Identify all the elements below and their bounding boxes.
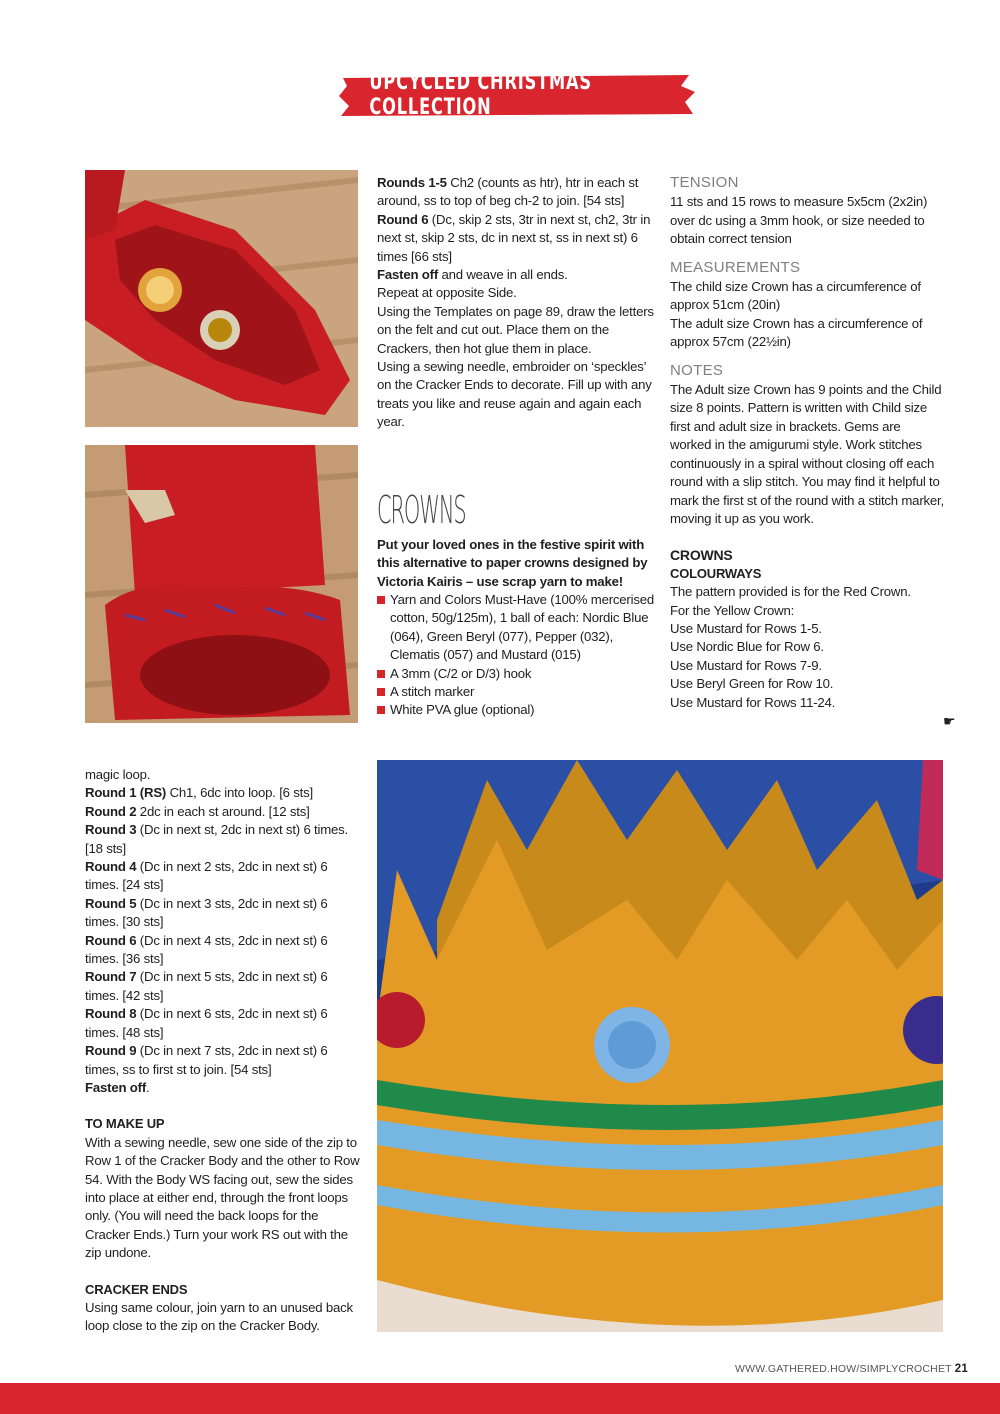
cracker-body-photo	[85, 170, 358, 427]
left-column-text	[85, 766, 360, 1336]
list-item: White PVA glue (optional)	[377, 701, 662, 719]
instruction-text: Repeat at opposite Side.	[377, 285, 517, 301]
crowns-intro: Put your loved ones in the festive spirit with this alternative to paper crowns designed by Victoria Kairis – use scrap yarn to make!	[377, 536, 648, 589]
round-text: and weave in all ends.	[438, 267, 568, 283]
round-label: Rounds 1-5	[377, 175, 447, 190]
round-text: Ch1, 6dc into loop. [6 sts]	[166, 785, 313, 801]
round-label: Round 8	[85, 1006, 137, 1022]
instruction-text: Using the Templates on page 89, draw the letters on the felt and cut out. Place them on the Crackers, then hot glue them in place.	[377, 303, 654, 356]
round-text: (Dc in next 2 sts, 2dc in next st) 6 times. [24 sts]	[85, 859, 328, 893]
section-banner	[337, 72, 697, 118]
round-text: Ch2 (counts as htr), htr in each st around, ss to top of beg ch-2 to join. [54 sts]	[377, 175, 639, 209]
footer-bar	[0, 1383, 1000, 1414]
measurement-text: The adult size Crown has a circumference of approx 57cm (22½in)	[670, 315, 923, 350]
round-text: (Dc, skip 2 sts, 3tr in next st, ch2, 3tr in next st, skip 2 sts, dc in next st, ss in next st) 6 times [66 sts]	[377, 211, 651, 264]
round-label: Round 5	[85, 895, 137, 911]
round-text: (Dc in next st, 2dc in next st) 6 times. [18 sts]	[85, 822, 349, 856]
round-label: Round 9	[85, 1043, 137, 1059]
middle-column-text	[377, 174, 662, 720]
colourways-heading: COLOURWAYS	[670, 565, 762, 581]
list-item: A 3mm (C/2 or D/3) hook	[377, 665, 662, 683]
colourway-line: Use Mustard for Rows 1-5.	[670, 620, 822, 636]
right-column-text	[670, 174, 945, 712]
footer	[735, 1363, 968, 1375]
round-label: Round 6	[85, 932, 137, 948]
materials-list	[377, 591, 662, 720]
list-item: A stitch marker	[377, 683, 662, 701]
measurement-text: The child size Crown has a circumference of approx 51cm (20in)	[670, 279, 921, 313]
notes-text: The Adult size Crown has 9 points and the Child size 8 points. Pattern is written with Child size first and adult size in brackets. Gems are worked in the amigurumi style. Work stitches continuously in a spiral without closing off each round with a slip stitch. You may find it helpful to mark the first st of the round with a stitch marker, moving it up as you work.	[670, 382, 944, 526]
crowns-heading: CROWNS	[377, 487, 466, 532]
instruction-text: Using a sewing needle, embroider on ‘speckles’ on the Cracker Ends to decorate. Fill up with any treats you like and reuse again and again each year.	[377, 359, 652, 430]
colourway-line: For the Yellow Crown:	[670, 602, 795, 618]
round-text: (Dc in next 3 sts, 2dc in next st) 6 times. [30 sts]	[85, 895, 328, 930]
colourway-line: Use Mustard for Rows 7-9.	[670, 657, 822, 673]
colourway-line: Use Beryl Green for Row 10.	[670, 676, 834, 692]
cracker-ends-heading: CRACKER ENDS	[85, 1281, 188, 1297]
crowns-subheading: CROWNS	[670, 547, 733, 564]
make-up-text: With a sewing needle, sew one side of the zip to Row 1 of the Cracker Body and the other to Row 54. With the Body WS facing out, sew the sides into place at either end, through the front loops only. (You will need the back loops for the Cracker Ends.) Turn your work RS out with the zip undone.	[85, 1134, 360, 1261]
round-text: (Dc in next 4 sts, 2dc in next st) 6 times. [36 sts]	[85, 932, 328, 967]
round-text: (Dc in next 6 sts, 2dc in next st) 6 times. [48 sts]	[85, 1006, 328, 1040]
round-text: (Dc in next 5 sts, 2dc in next st) 6 times. [42 sts]	[85, 969, 328, 1003]
page-number: 21	[954, 1363, 968, 1375]
footer-url: WWW.GATHERED.HOW/SIMPLYCROCHET	[735, 1363, 952, 1375]
colourway-line: Use Mustard for Rows 11-24.	[670, 694, 836, 710]
crown-photo	[377, 760, 943, 1332]
cracker-ends-text: Using same colour, join yarn to an unused back loop close to the zip on the Cracker Body.	[85, 1299, 353, 1334]
round-label: Round 4	[85, 859, 137, 875]
round-label: Fasten off	[85, 1079, 147, 1095]
round-label: Fasten off	[377, 267, 439, 283]
colourway-line: The pattern provided is for the Red Crown.	[670, 584, 911, 600]
make-up-heading: TO MAKE UP	[85, 1116, 165, 1132]
continue-arrow-icon: ☛	[943, 713, 956, 729]
tension-text: 11 sts and 15 rows to measure 5x5cm (2x2in) over dc using a 3mm hook, or size needed to obtain correct tension	[670, 194, 928, 247]
round-text: .	[146, 1079, 150, 1095]
round-label: Round 7	[85, 969, 137, 985]
colourway-line: Use Nordic Blue for Row 6.	[670, 639, 824, 655]
tension-heading: TENSION	[670, 174, 739, 191]
measurements-heading: MEASUREMENTS	[670, 258, 801, 276]
round-label: Round 2	[85, 803, 137, 819]
round-label: Round 1 (RS)	[85, 785, 167, 801]
list-item: Yarn and Colors Must-Have (100% mercerised cotton, 50g/125m), 1 ball of each: Nordic Blue (064), Green Beryl (077), Pepper (032), Clematis (057) and Mustard (015)	[377, 591, 662, 665]
section-title: UPCYCLED CHRISTMAS COLLECTION	[369, 70, 592, 120]
round-text: (Dc in next 7 sts, 2dc in next st) 6 times, ss to first st to join. [54 sts]	[85, 1043, 328, 1077]
round-label: Round 3	[85, 822, 137, 838]
round-text: magic loop.	[85, 767, 151, 782]
round-text: 2dc in each st around. [12 sts]	[136, 803, 310, 819]
notes-heading: NOTES	[670, 361, 724, 379]
cracker-end-photo	[85, 445, 358, 723]
round-label: Round 6	[377, 211, 429, 227]
